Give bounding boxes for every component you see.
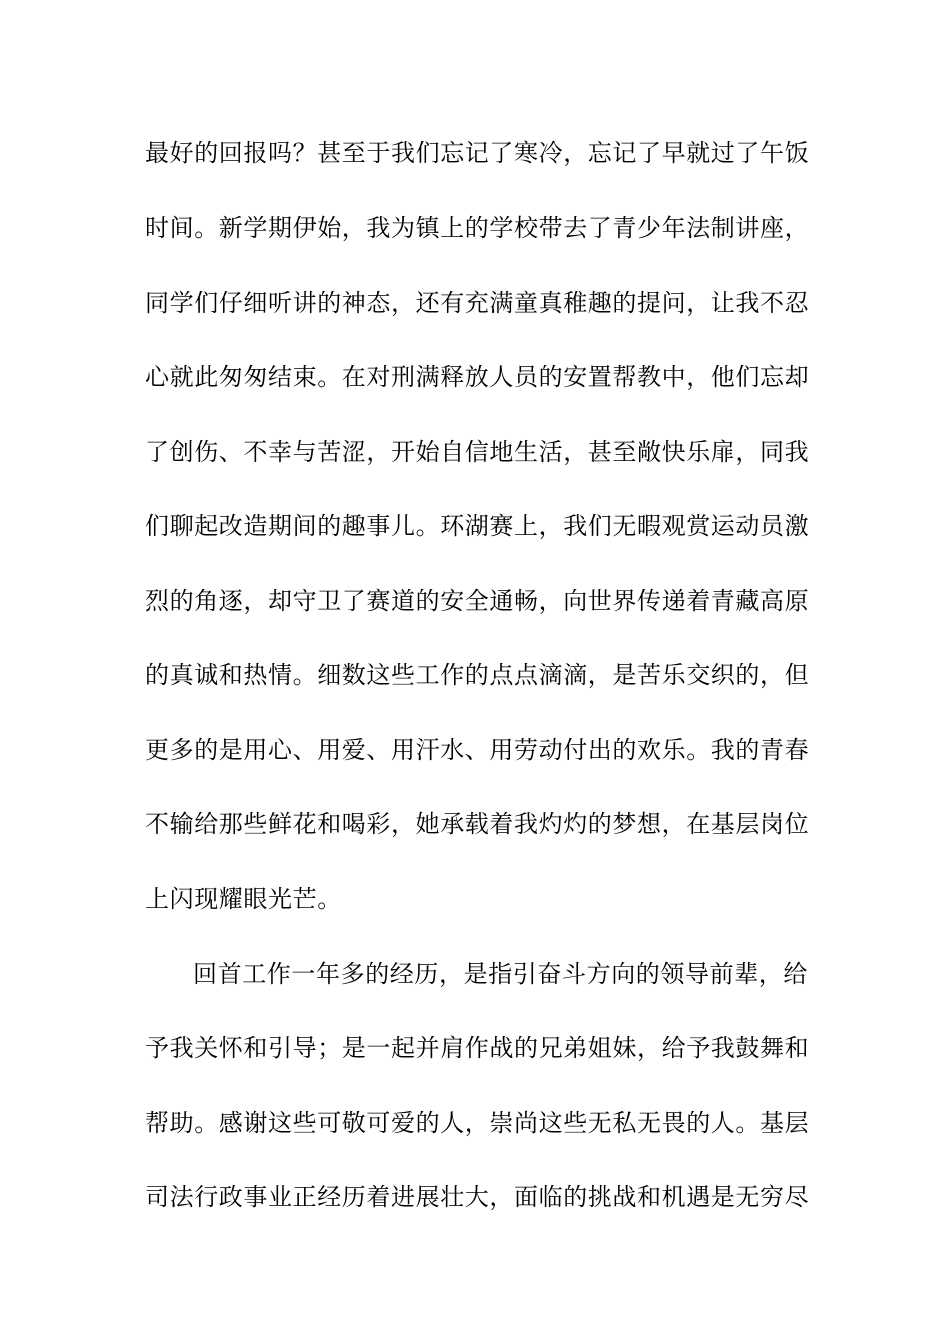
text-line: 同学们仔细听讲的神态，还有充满童真稚趣的提问，让我不忍	[145, 289, 810, 317]
text-line: 更多的是用心、用爱、用汗水、用劳动付出的欢乐。我的青春	[145, 736, 810, 764]
text-line: 不输给那些鲜花和喝彩，她承载着我灼灼的梦想，在基层岗位	[145, 810, 810, 838]
text-line: 了创伤、不幸与苦涩，开始自信地生活，甚至敞快乐扉，同我	[145, 438, 810, 466]
text-line: 们聊起改造期间的趣事儿。环湖赛上，我们无暇观赏运动员激	[145, 512, 810, 540]
text-line: 最好的回报吗？甚至于我们忘记了寒冷，忘记了早就过了午饭	[145, 139, 810, 167]
text-line: 时间。新学期伊始，我为镇上的学校带去了青少年法制讲座，	[145, 214, 810, 242]
text-line: 的真诚和热情。细数这些工作的点点滴滴，是苦乐交织的，但	[145, 661, 810, 689]
text-line: 心就此匆匆结束。在对刑满释放人员的安置帮教中，他们忘却	[145, 363, 810, 391]
text-line: 帮助。感谢这些可敬可爱的人，崇尚这些无私无畏的人。基层	[145, 1109, 810, 1137]
text-line: 予我关怀和引导；是一起并肩作战的兄弟姐妹，给予我鼓舞和	[145, 1034, 810, 1062]
text-line: 上闪现耀眼光芒。	[145, 885, 342, 913]
paragraph-first-line: 回首工作一年多的经历，是指引奋斗方向的领导前辈，给	[193, 960, 808, 988]
text-line: 司法行政事业正经历着进展壮大，面临的挑战和机遇是无穷尽	[145, 1183, 810, 1211]
text-line: 烈的角逐，却守卫了赛道的安全通畅，向世界传递着青藏高原	[145, 587, 810, 615]
